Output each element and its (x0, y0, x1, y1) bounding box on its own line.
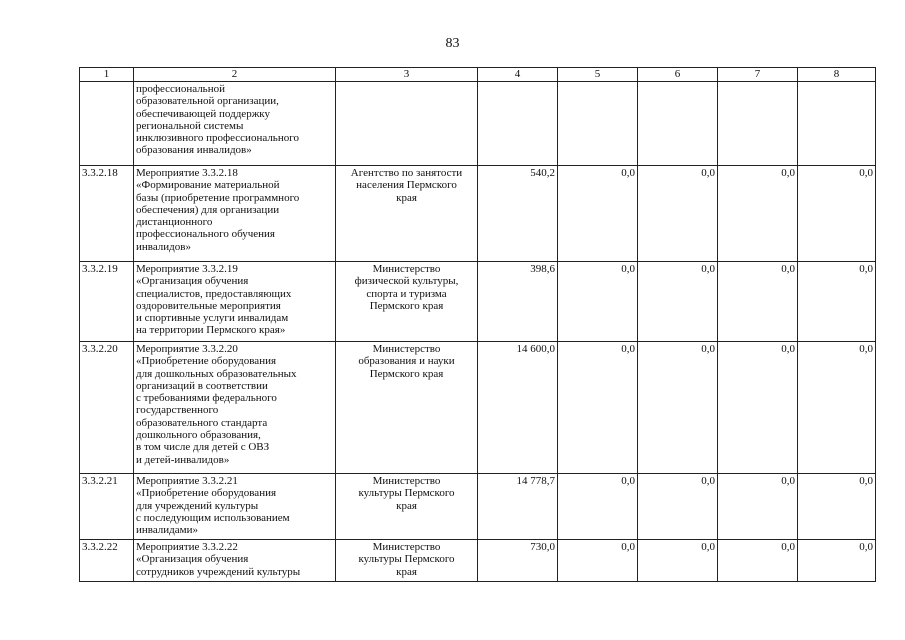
item-executor: Агентство по занятости населения Пермского края (336, 166, 478, 262)
item-number: 3.3.2.21 (80, 474, 134, 540)
value-cell: 730,0 (478, 540, 558, 582)
value-cell (558, 82, 638, 166)
value-cell: 0,0 (798, 540, 876, 582)
column-header: 7 (718, 68, 798, 82)
table-row (80, 262, 876, 342)
value-cell: 14 600,0 (478, 342, 558, 474)
value-cell: 14 778,7 (478, 474, 558, 540)
column-header: 3 (336, 68, 478, 82)
item-executor: Министерство образования и науки Пермского края (336, 342, 478, 474)
value-cell (478, 82, 558, 166)
value-cell: 0,0 (558, 474, 638, 540)
value-cell: 0,0 (718, 166, 798, 262)
value-cell (638, 82, 718, 166)
value-cell: 0,0 (798, 166, 876, 262)
column-header: 8 (798, 68, 876, 82)
value-cell: 0,0 (558, 262, 638, 342)
value-cell: 0,0 (638, 262, 718, 342)
item-executor: Министерство физической культуры, спорта и туризма Пермского края (336, 262, 478, 342)
value-cell: 0,0 (718, 262, 798, 342)
table-row (80, 166, 876, 262)
item-executor: Министерство культуры Пермского края (336, 540, 478, 582)
value-cell: 0,0 (798, 262, 876, 342)
value-cell: 0,0 (638, 342, 718, 474)
table-row (80, 82, 876, 166)
value-cell: 540,2 (478, 166, 558, 262)
value-cell: 0,0 (798, 342, 876, 474)
value-cell: 0,0 (718, 342, 798, 474)
value-cell: 0,0 (638, 474, 718, 540)
value-cell: 0,0 (638, 540, 718, 582)
value-cell: 0,0 (558, 166, 638, 262)
column-header: 2 (134, 68, 336, 82)
value-cell: 0,0 (798, 474, 876, 540)
column-header: 6 (638, 68, 718, 82)
table-row (80, 540, 876, 582)
value-cell: 0,0 (558, 540, 638, 582)
value-cell: 0,0 (638, 166, 718, 262)
table-row (80, 342, 876, 474)
column-number-row (80, 68, 876, 82)
value-cell: 0,0 (558, 342, 638, 474)
item-number: 3.3.2.18 (80, 166, 134, 262)
table-row (80, 474, 876, 540)
item-number (80, 82, 134, 166)
item-name: Мероприятие 3.3.2.21 «Приобретение оборудования для учреждений культуры с последующим использованием инвалидами» (134, 474, 336, 540)
value-cell: 0,0 (718, 474, 798, 540)
page-number: 83 (445, 36, 460, 51)
column-header: 5 (558, 68, 638, 82)
item-name: профессиональной образовательной организации, обеспечивающей поддержку региональной системы инклюзивного профессионального образования инвалидов» (134, 82, 336, 166)
item-name: Мероприятие 3.3.2.20 «Приобретение оборудования для дошкольных образовательных организаций в соответствии с требованиями федерального государственного образовательного стандарта дошкольного образования, в том числе для детей с ОВЗ и детей-инвалидов» (134, 342, 336, 474)
value-cell (798, 82, 876, 166)
value-cell: 0,0 (718, 540, 798, 582)
item-number: 3.3.2.20 (80, 342, 134, 474)
item-name: Мероприятие 3.3.2.22 «Организация обучения сотрудников учреждений культуры (134, 540, 336, 582)
item-name: Мероприятие 3.3.2.19 «Организация обучения специалистов, предоставляющих оздоровительные мероприятия и спортивные услуги инвалидам на территории Пермского края» (134, 262, 336, 342)
item-name: Мероприятие 3.3.2.18 «Формирование материальной базы (приобретение программного обеспечения) для организации дистанционного профессионального обучения инвалидов» (134, 166, 336, 262)
program-table (79, 67, 876, 582)
column-header: 1 (80, 68, 134, 82)
value-cell: 398,6 (478, 262, 558, 342)
item-executor (336, 82, 478, 166)
column-header: 4 (478, 68, 558, 82)
item-number: 3.3.2.22 (80, 540, 134, 582)
item-number: 3.3.2.19 (80, 262, 134, 342)
value-cell (718, 82, 798, 166)
item-executor: Министерство культуры Пермского края (336, 474, 478, 540)
